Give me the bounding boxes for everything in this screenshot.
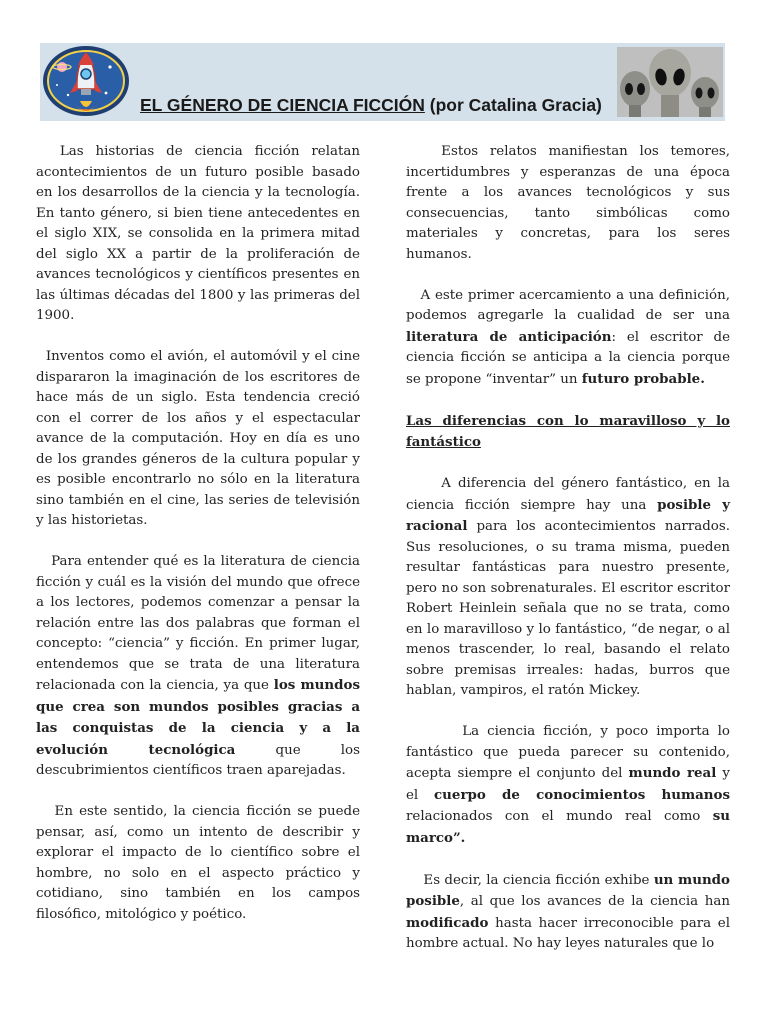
paragraph [406, 870, 730, 955]
text-segment: Las historias de ciencia ficción relatan acontecimientos de un futuro posible basado en los desarrollos de la ciencia y la tecnología. En tanto género, si bien tiene antecedentes en el siglo XIX, se consolida en la primera mitad del siglo XX a partir de la proliferación de avances tecnológicos y científicos presentes en las últimas décadas del 1800 y las primeras del 1900. [36, 144, 360, 323]
paragraph [406, 474, 730, 702]
header-banner [40, 43, 725, 121]
left-column [36, 142, 360, 946]
rocket-icon [42, 45, 130, 117]
title-author: (por Catalina Gracia) [424, 95, 602, 115]
paragraph [406, 286, 730, 391]
title-main: EL GÉNERO DE CIENCIA FICCIÓN [140, 95, 425, 115]
text-segment: Las diferencias con lo maravilloso y lo fantástico [406, 412, 730, 450]
text-segment: su marco”. [406, 808, 730, 846]
paragraph [36, 552, 360, 782]
paragraph [406, 142, 730, 265]
aliens-image [617, 47, 723, 117]
text-segment: A diferencia del género fantástico, en la ciencia ficción siempre hay una [406, 476, 730, 513]
paragraph [36, 347, 360, 532]
text-segment: hasta hacer irreconocible para el hombre actual. No hay leyes naturales que lo [406, 915, 730, 951]
text-segment: A este primer acercamiento a una definición, podemos agregarle la cualidad de ser una [406, 287, 730, 323]
text-segment: que los descubrimientos científicos traen aparejadas. [36, 742, 360, 778]
text-segment: Estos relatos manifiestan los temores, incertidumbres y esperanzas de una época frente a los avances tecnológicos y sus consecuencias, tanto simbólicas como materiales y concretas, para los seres humanos. [406, 144, 730, 262]
text-segment: : el escritor de ciencia ficción se anticipa a la ciencia porque se propone “inventar” un [406, 329, 730, 387]
text-segment: La ciencia ficción, y poco importa lo fantástico que pueda parecer su contenido, acepta siempre el conjunto del [406, 724, 730, 781]
right-column [406, 142, 730, 975]
text-segment: y el [406, 766, 730, 803]
text-segment: En este sentido, la ciencia ficción se puede pensar, así, como un intento de describir y explorar el impacto de lo científico sobre el hombre, no solo en el aspecto práctico y cotidiano, sino también en los campos filosófico, mitológico y poético. [36, 804, 360, 922]
text-segment: modificado [406, 914, 489, 931]
text-segment: Inventos como el avión, el automóvil y el cine dispararon la imaginación de los escritores de hace más de un siglo. Esta tendencia creció con el correr de los años y el espectacular avance de la computación. Hoy en día es uno de los grandes géneros de la cultura popular y es posible encontrarlo no sólo en la literatura sino también en el cine, las series de televisión y las historietas. [36, 349, 360, 528]
text-segment: Para entender qué es la literatura de ciencia ficción y cuál es la visión del mundo que ofrece a los lectores, podemos comenzar a pensar la relación entre las dos palabras que forman el concepto: “ciencia” y ficción. En primer lugar, entendemos que se trata de una literatura relacionada con la ciencia, ya que [36, 554, 360, 693]
paragraph [406, 411, 730, 454]
text-segment: posible y racional [406, 496, 730, 534]
text-segment: mundo real [628, 765, 717, 781]
paragraph [36, 802, 360, 925]
text-segment: relacionados con el mundo real como [406, 809, 713, 824]
paragraph [406, 722, 730, 849]
text-segment: cuerpo de conocimientos humanos [434, 786, 731, 803]
text-segment: , al que los avances de la ciencia han [459, 894, 730, 909]
text-segment: literatura de anticipación [406, 328, 612, 345]
text-segment: un mundo posible [406, 871, 730, 909]
text-segment: Es decir, la ciencia ficción exhibe [406, 872, 654, 888]
text-segment: los mundos que crea son mundos posibles gracias a las conquistas de la ciencia y a la evolución tecnológica [36, 677, 360, 758]
text-segment: para los acontecimientos narrados. Sus resoluciones, o su trama misma, pueden resultar fantásticas para nuestro presente, pero no son sobrenaturales. El escritor escritor Robert Heinlein señala que no se trata, como en lo maravilloso y lo fantástico, “de negar, o al menos trascender, lo real, basando el relato sobre premisas irreales: hadas, burros que hablan, vampiros, el ratón Mickey. [406, 519, 730, 698]
paragraph [36, 142, 360, 327]
text-segment: futuro probable. [581, 370, 705, 387]
page-title [140, 95, 602, 116]
